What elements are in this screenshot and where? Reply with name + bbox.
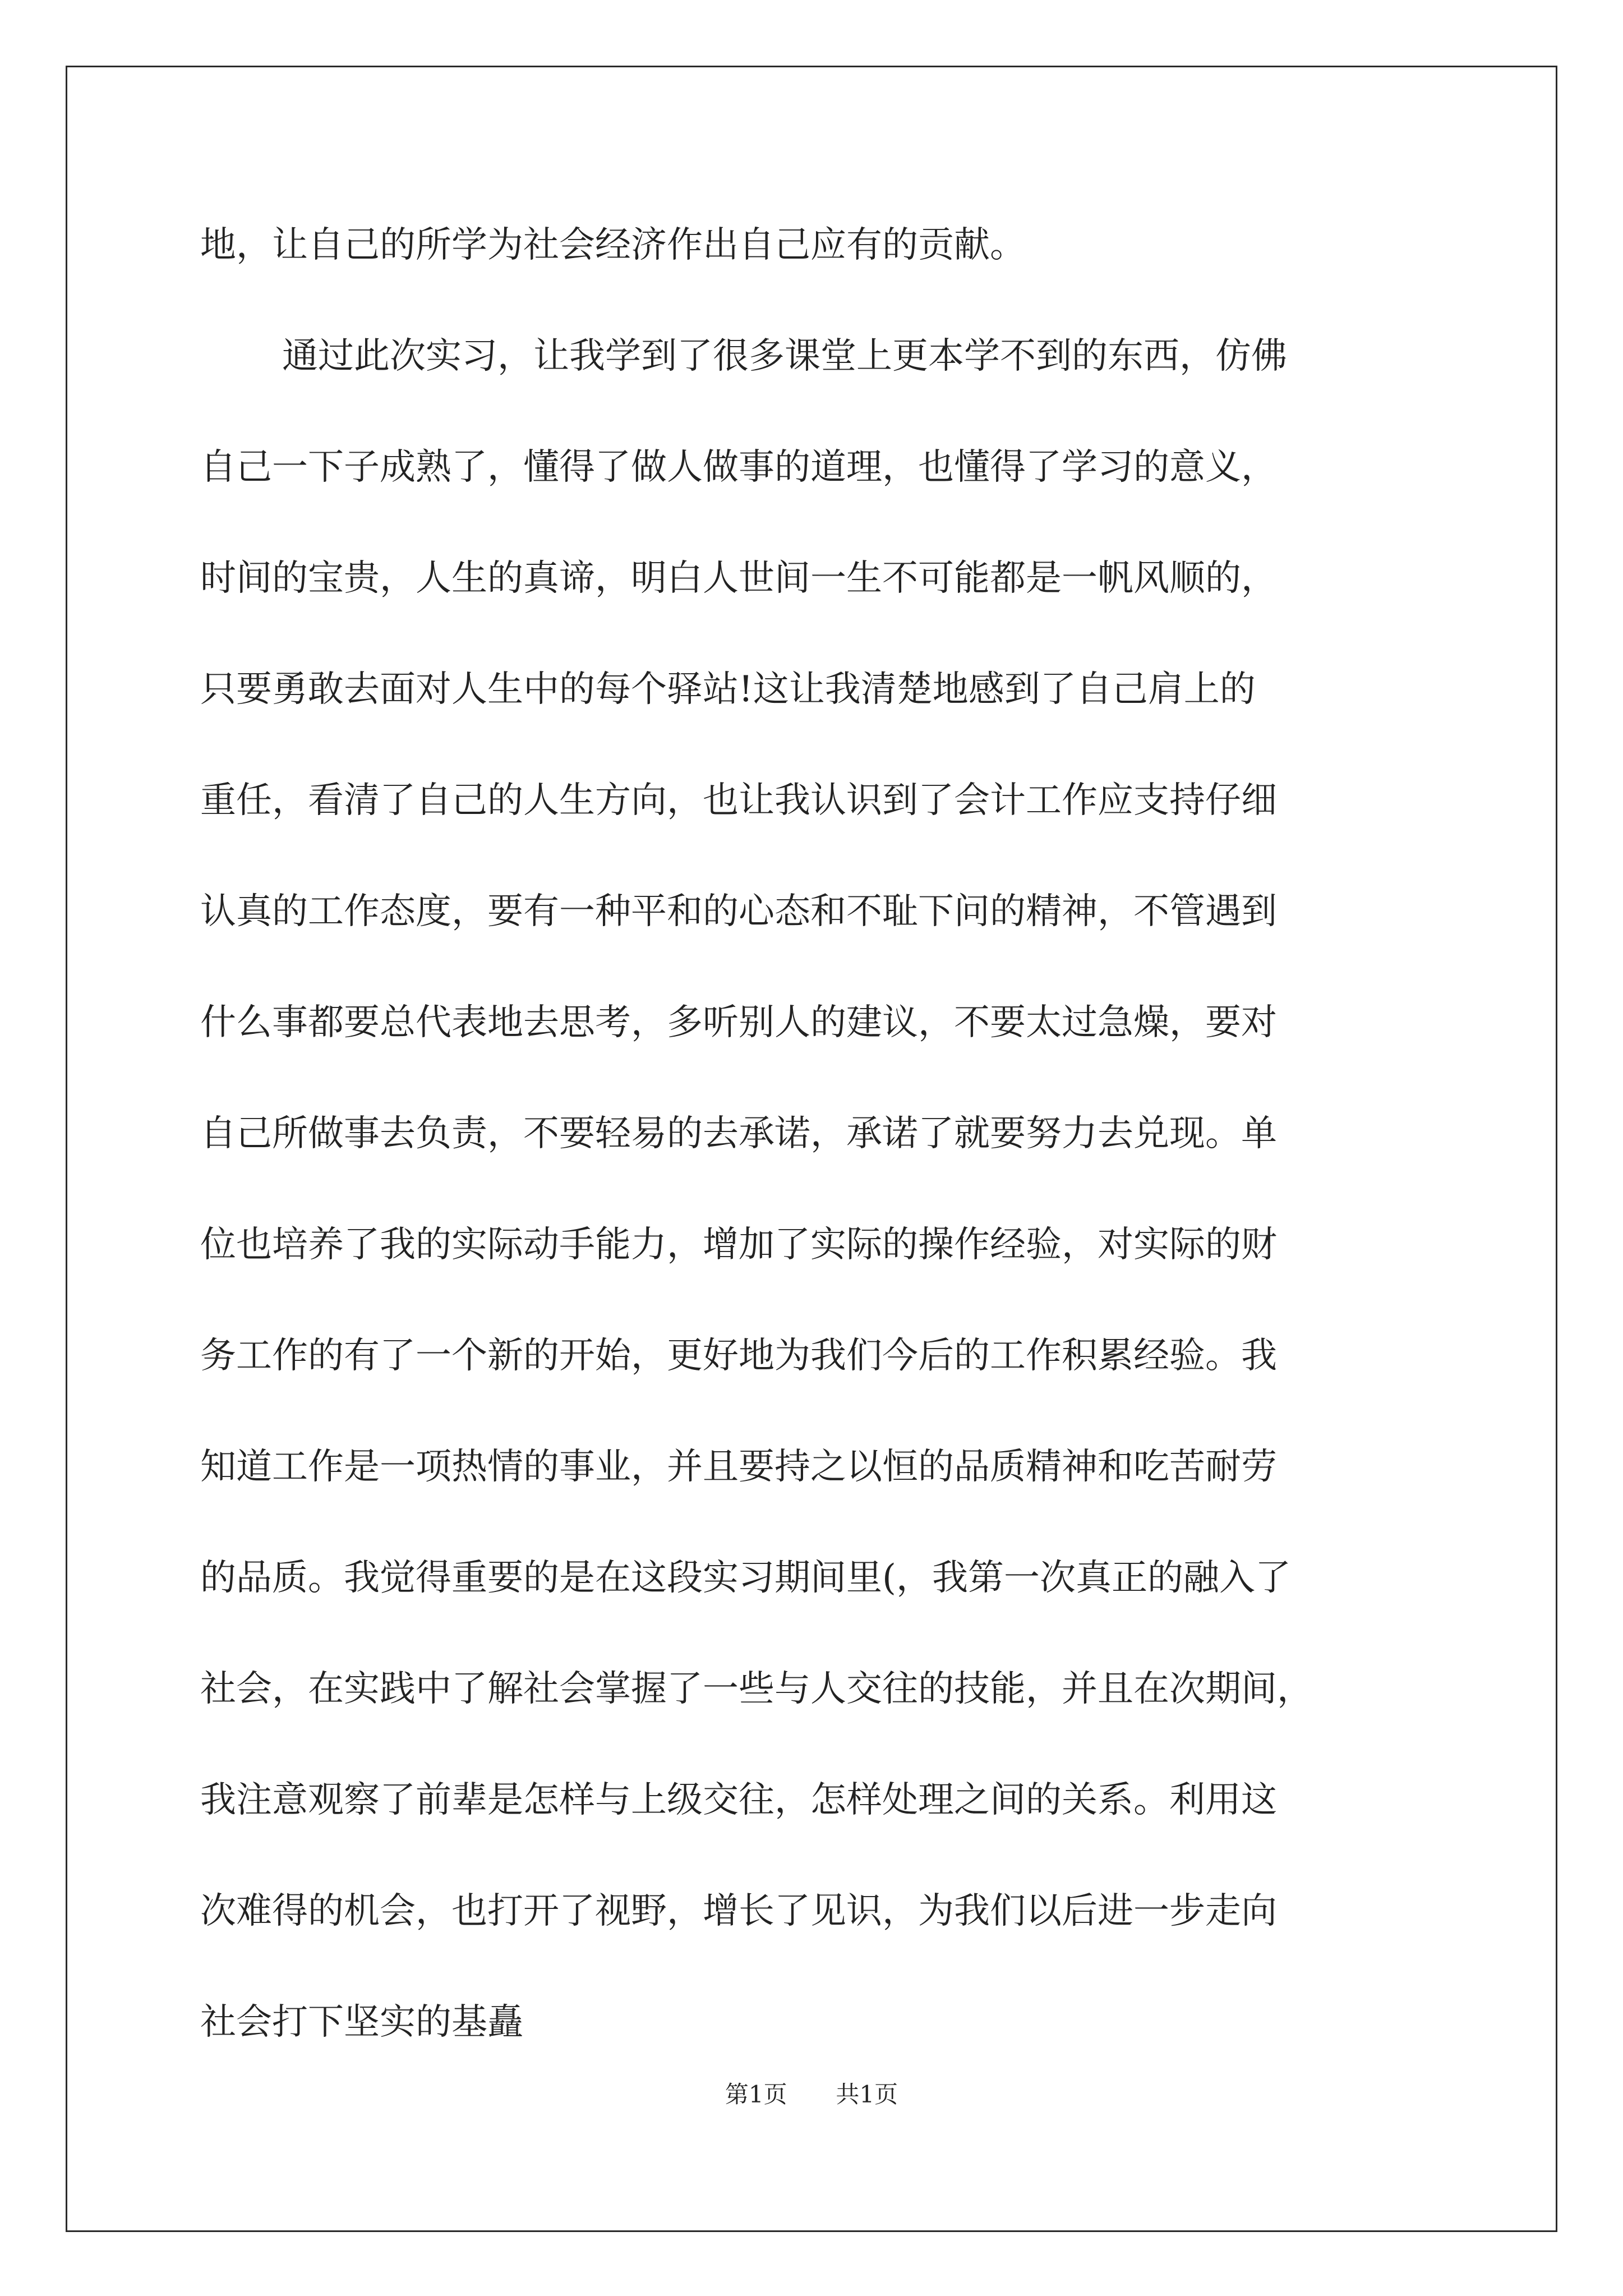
paragraph-2-line-6: 认真的工作态度，要有一种平和的心态和不耻下问的精神，不管遇到	[200, 891, 1277, 932]
paragraph-2-line-14: 我注意观察了前辈是怎样与上级交往，怎样处理之间的关系。利用这	[200, 1779, 1277, 1821]
paragraph-2-line-7: 什么事都要总代表地去思考，多听别人的建议，不要太过急燥，要对	[200, 1002, 1277, 1043]
document-body	[200, 213, 1428, 2101]
paragraph-2-line-4: 只要勇敢去面对人生中的每个驿站!这让我清楚地感到了自己肩上的	[200, 669, 1256, 710]
paragraph-2-line-8: 自己所做事去负责，不要轻易的去承诺，承诺了就要努力去兑现。单	[200, 1113, 1277, 1154]
paragraph-2-line-3: 时间的宝贵，人生的真谛，明白人世间一生不可能都是一帆风顺的，	[200, 558, 1277, 599]
page-footer	[0, 2078, 1623, 2111]
paragraph-2-line-5: 重任，看清了自己的人生方向，也让我认识到了会计工作应支持仔细	[200, 780, 1277, 821]
paragraph-2-line-15: 次难得的机会，也打开了视野，增长了见识，为我们以后进一步走向	[200, 1890, 1277, 1932]
paragraph-2-line-16: 社会打下坚实的基矗	[200, 2001, 523, 2043]
paragraph-1-line-1: 地，让自己的所学为社会经济作出自己应有的贡献。	[200, 224, 1026, 266]
paragraph-2-line-9: 位也培养了我的实际动手能力，增加了实际的操作经验，对实际的财	[200, 1224, 1277, 1266]
paragraph-2-line-1: 通过此次实习，让我学到了很多课堂上更本学不到的东西，仿佛	[282, 335, 1287, 377]
paragraph-2-line-13: 社会，在实践中了解社会掌握了一些与人交往的技能，并且在次期间，	[200, 1668, 1313, 1710]
paragraph-2-line-10: 务工作的有了一个新的开始，更好地为我们今后的工作积累经验。我	[200, 1335, 1277, 1377]
paragraph-2-line-12: 的品质。我觉得重要的是在这段实习期间里(，我第一次真正的融入了	[200, 1557, 1291, 1599]
page-number-label: 第1页	[725, 2081, 787, 2108]
page-total-label: 共1页	[836, 2081, 898, 2108]
paragraph-2-line-2: 自己一下子成熟了，懂得了做人做事的道理，也懂得了学习的意义，	[200, 447, 1277, 488]
paragraph-2-line-11: 知道工作是一项热情的事业，并且要持之以恒的品质精神和吃苦耐劳	[200, 1446, 1277, 1488]
